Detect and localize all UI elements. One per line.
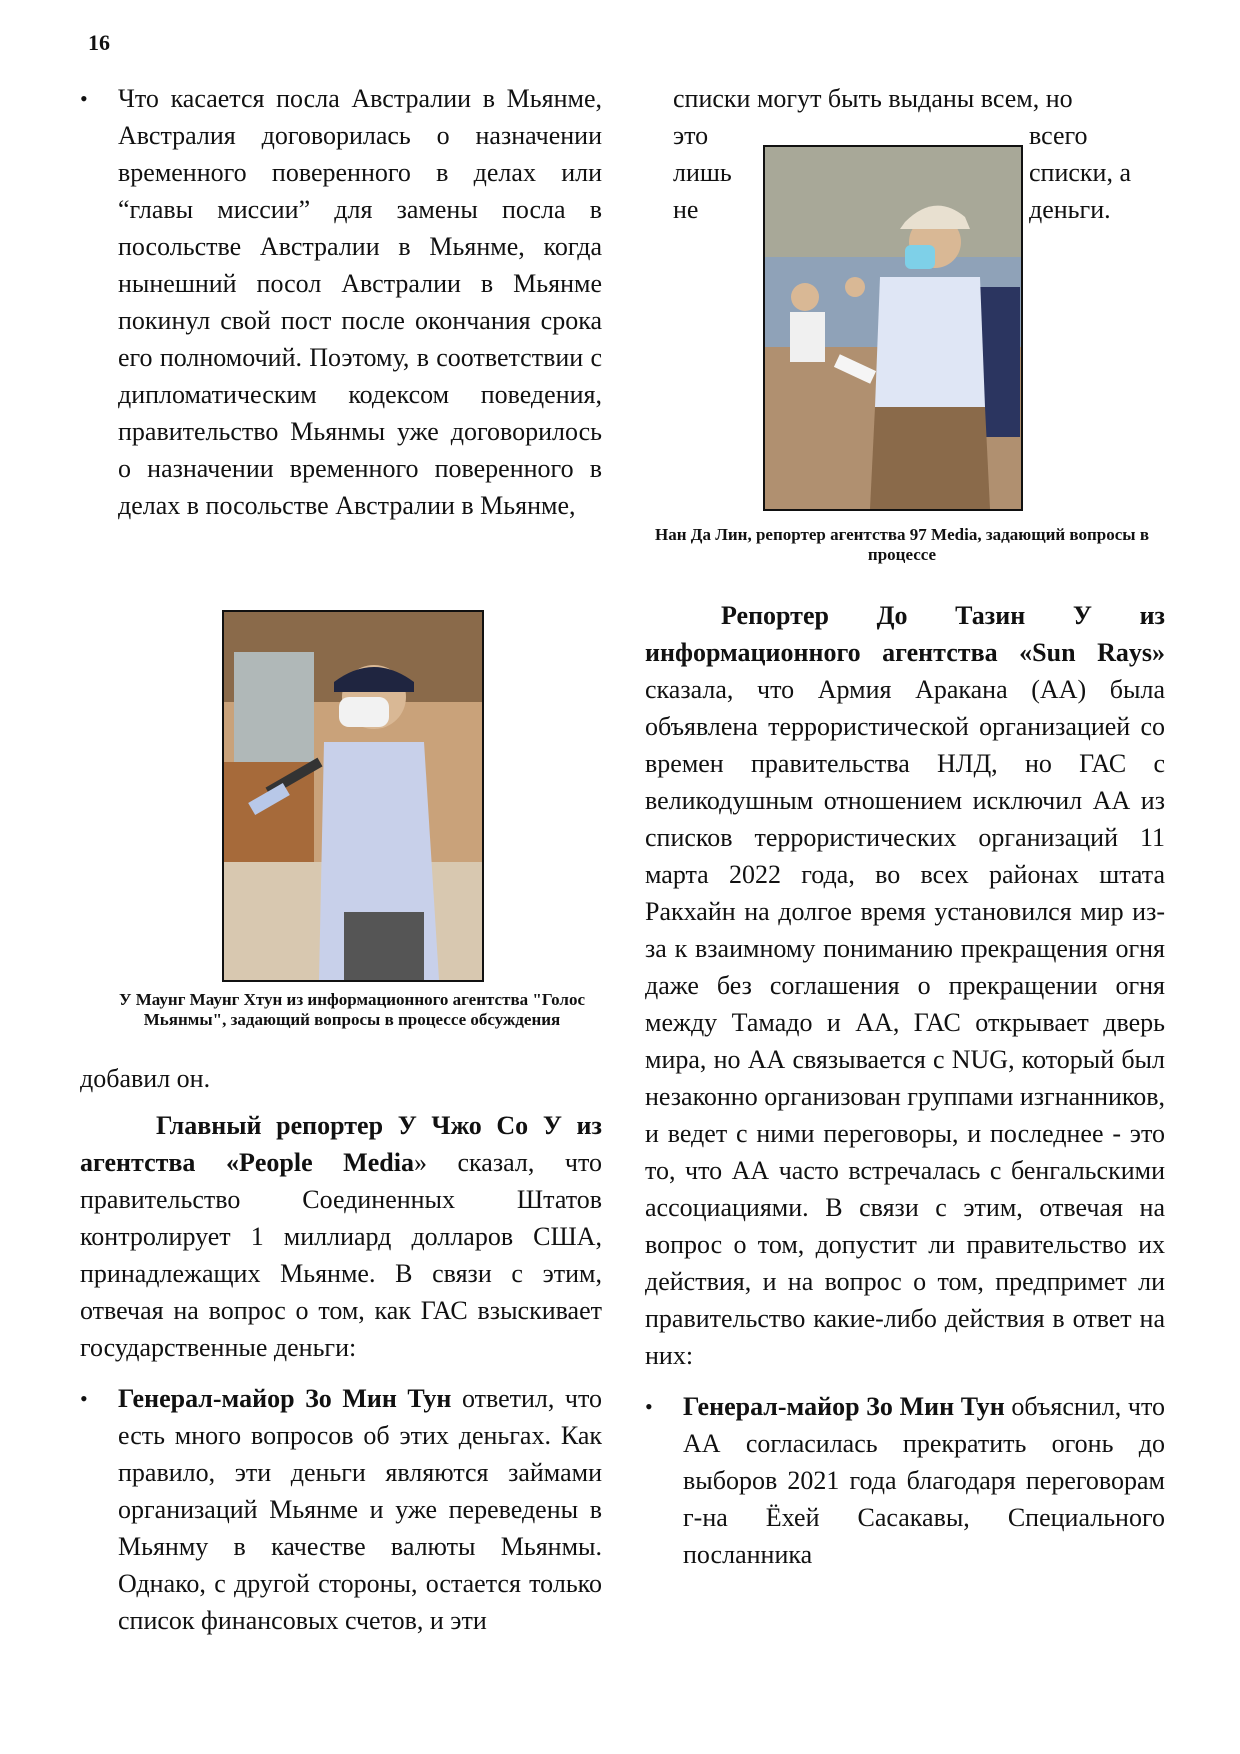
bullet-general-2 xyxy=(645,1388,1165,1573)
page-number: 16 xyxy=(88,30,110,55)
paragraph-people-media xyxy=(80,1107,602,1366)
wrap-right-1: списки, а xyxy=(1029,158,1131,187)
general-name: Генерал-майор Зо Мин Тун xyxy=(118,1384,452,1413)
photo-nan-da-lin xyxy=(763,145,1023,511)
wrap-right-0: всего xyxy=(1029,121,1088,150)
reporter-name-2: Репортер До Тазин У из информационного агентства «Sun Rays» xyxy=(645,601,1165,667)
left-column-bottom xyxy=(80,1060,602,1639)
wrap-left-0: это xyxy=(673,121,709,150)
bullet-general-1 xyxy=(80,1380,602,1639)
wrap-right-2: деньги. xyxy=(1029,195,1111,224)
paragraph-text: » сказал, что правительство Соединенных Штатов контролирует 1 миллиард долларов США, принадлежащих Мьянме. В связи с этим, отвечая на вопрос о том, как ГАС взыскивает государственные деньги: xyxy=(80,1148,602,1362)
photo-caption-2: Нан Да Лин, репортер агентства 97 Media, задающий вопросы в процессе xyxy=(654,525,1149,564)
right-column-bottom xyxy=(645,597,1165,1573)
wrap-left-2: не xyxy=(673,195,699,224)
photo-maung-maung-htun xyxy=(222,610,484,982)
reporter-name: Главный репортер У Чжо Со У из агентства «People Media xyxy=(80,1111,602,1177)
wrap-left-1: лишь xyxy=(673,158,732,187)
bullet-australia: • Что касается посла Австралии в Мьянме, Австралия договорилась о назначении временного поверенного в делах или “главы миссии” для замены посла в посольстве Австралии в Мьянме, когда нынешний посол Австралии в Мьянме покинул свой пост после окончания срока его полномочий. Поэтому, в соответствии с дипломатическим кодексом поведения, правительство Мьянмы уже договорилось о назначении временного поверенного в делах в посольстве Австралии в Мьянме, xyxy=(80,80,602,524)
photo-caption-1: У Маунг Маунг Хтун из информационного агентства "Голос Мьянмы", задающий вопросы в процессе обсуждения xyxy=(118,990,586,1029)
paragraph-text-2: сказала, что Армия Аракана (АА) была объявлена террористической организацией со времен правительства НЛД, но ГАС с великодушным отношением исключил АА из списков террористических организаций 11 марта 2022 года, во всех районах штата Ракхайн на долгое время установился мир из-за к взаимному пониманию прекращения огня даже без соглашения о прекращении огня между Тамадо и АА, ГАС открывает дверь мира, но АА связывается с NUG, который был незаконно организован группами изгнанников, и ведет с ними переговоры, и последнее - это то, что АА часто встречалась с бенгальскими ассоциациями. В связи с этим, отвечая на вопрос о том, допустит ли правительство их действия, и на вопрос о том, предпримет ли правительство какие-либо действия в ответ на них: xyxy=(645,675,1165,1370)
general-name-2: Генерал-майор Зо Мин Тун xyxy=(683,1392,1005,1421)
left-column-top xyxy=(80,80,602,524)
bullet-text-2: объяснил, что АА согласилась прекратить огонь до выборов 2021 года благодаря переговорам г-на Ёхей Сасакавы, Специального посланника xyxy=(683,1392,1165,1569)
continuation-text: добавил он. xyxy=(80,1064,211,1093)
bullet-text: ответил, что есть много вопросов об этих деньгах. Как правило, эти деньги являются займами организаций Мьянме и уже переведены в Мьянму в качестве валюты Мьянмы. Однако, с другой стороны, остается только список финансовых счетов, и эти xyxy=(118,1384,603,1635)
wrap-first-line: списки могут быть выданы всем, но xyxy=(673,84,1073,113)
paragraph-sun-rays xyxy=(645,597,1165,1374)
